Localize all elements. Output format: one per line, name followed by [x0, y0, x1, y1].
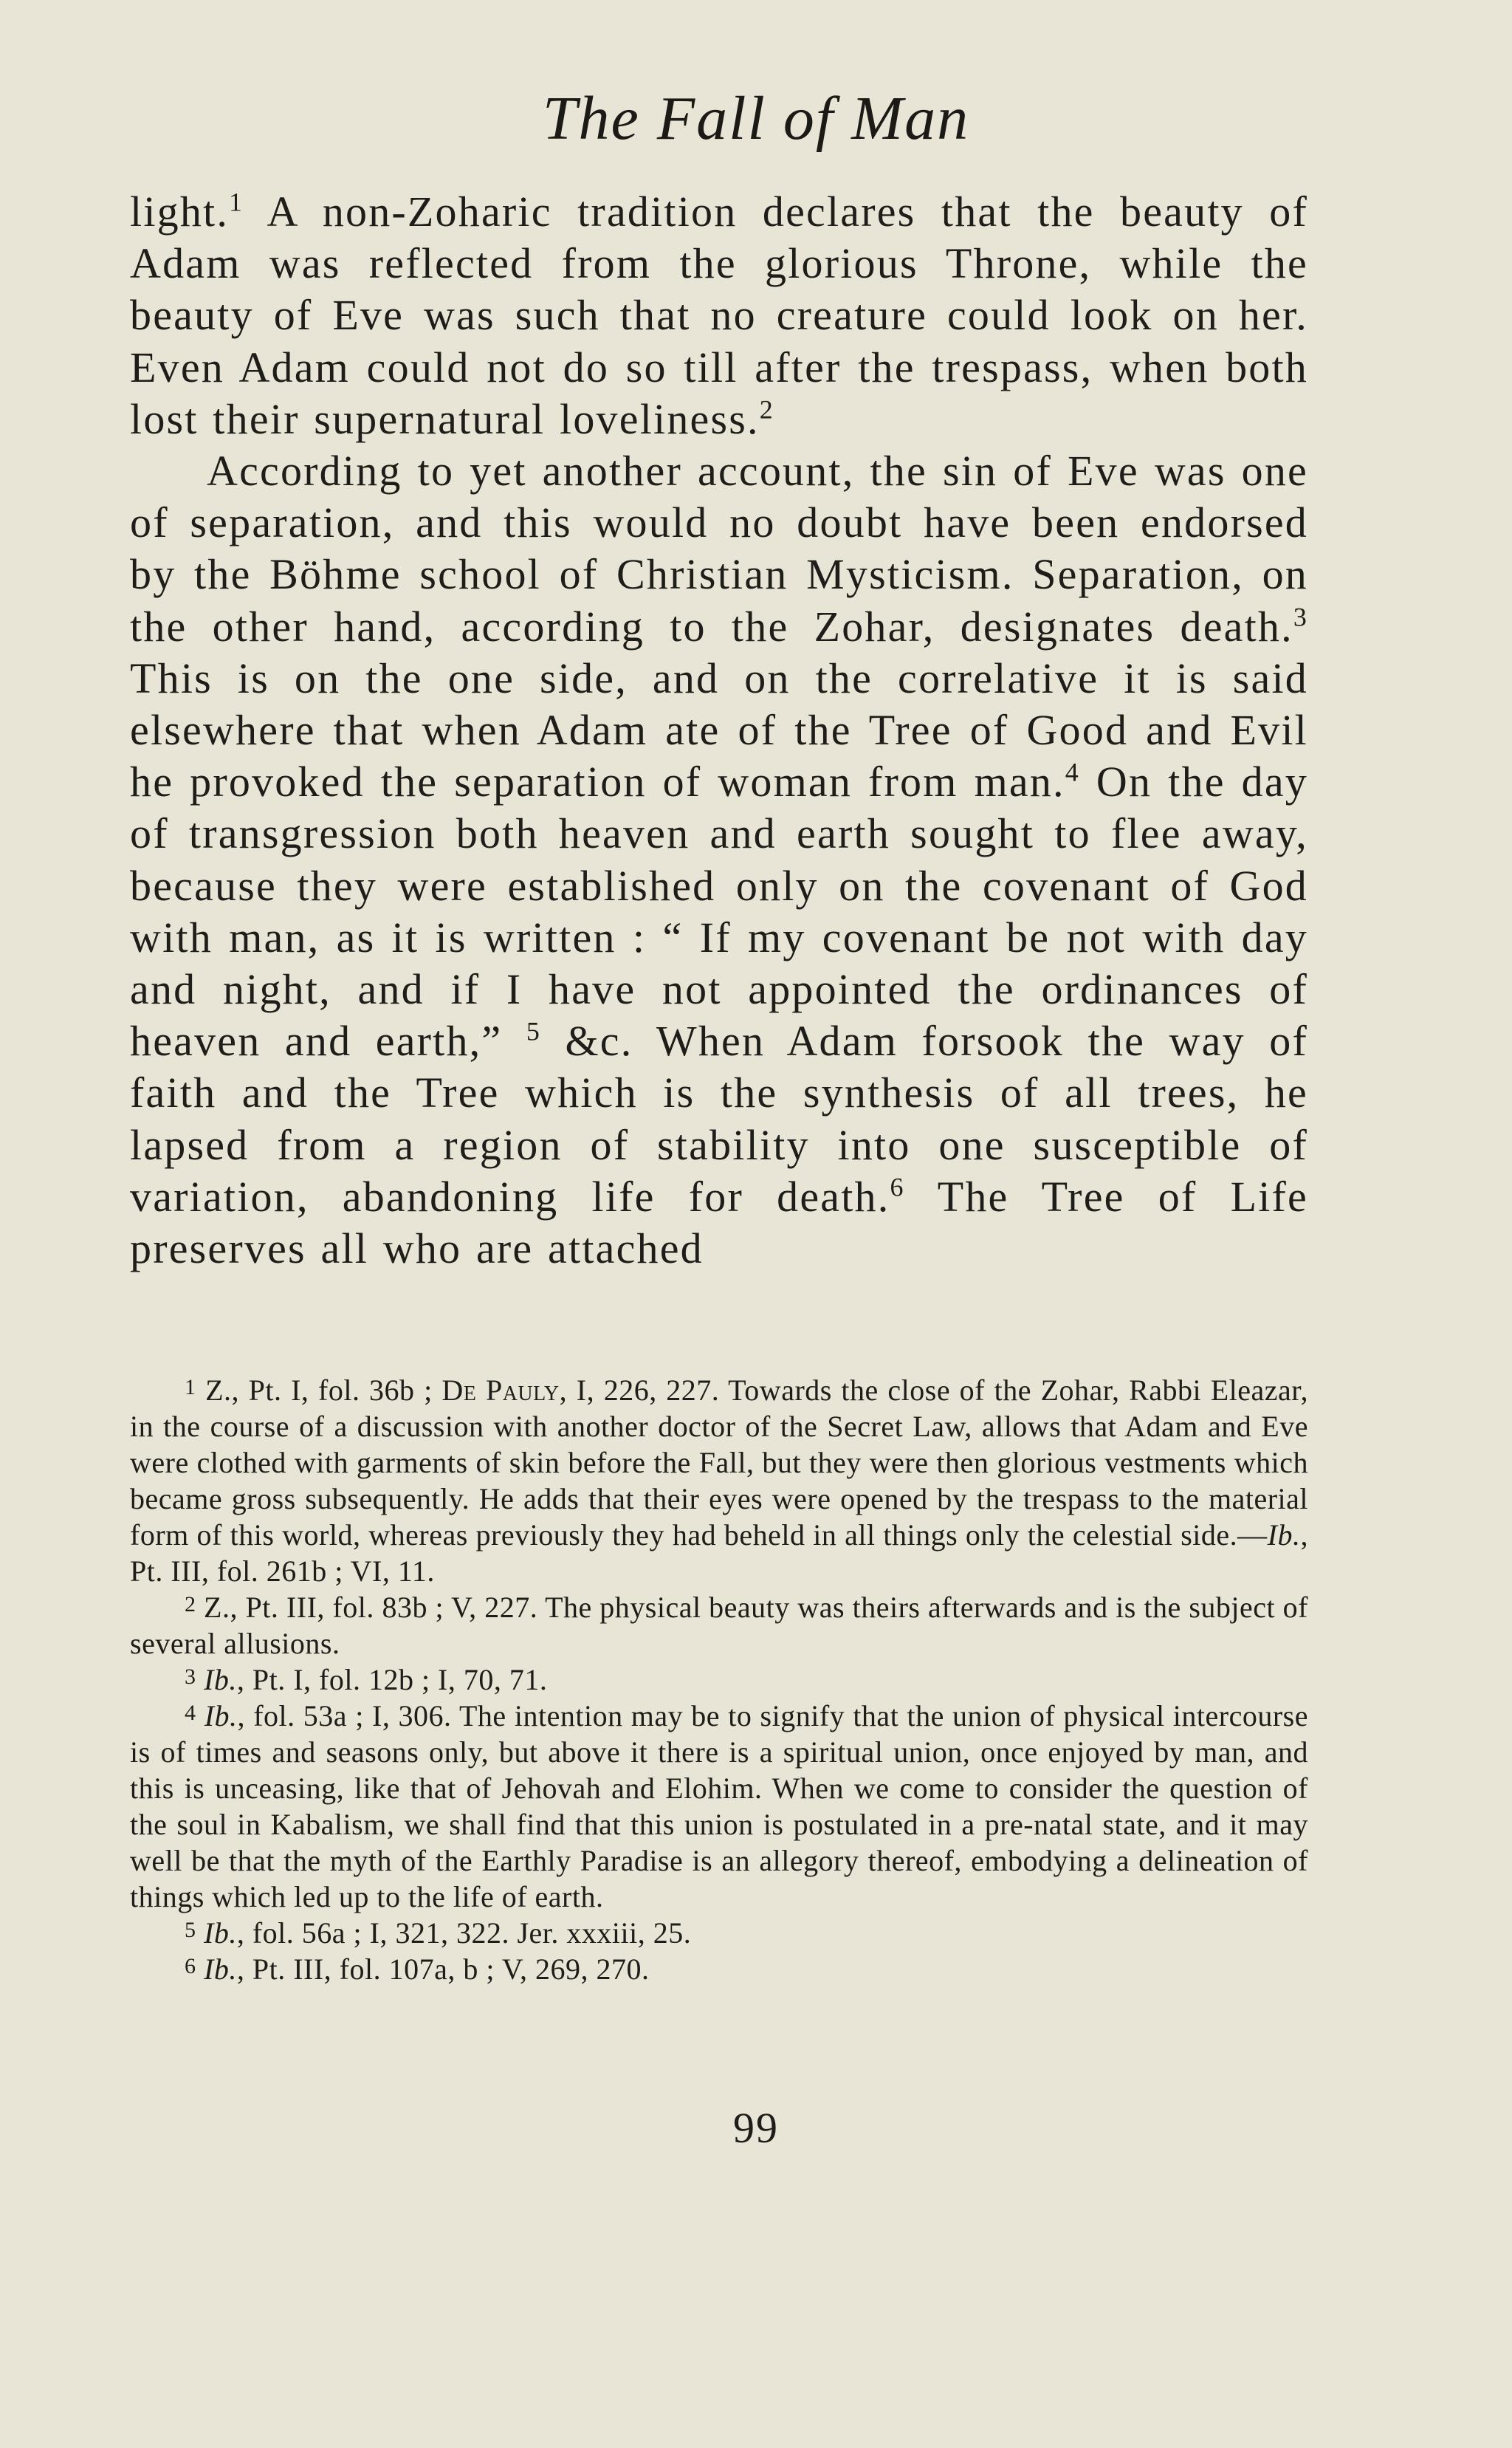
- footnote-ibid: Ib.: [204, 1699, 238, 1732]
- paragraph-1: [130, 186, 1308, 445]
- footnote-number: 6: [185, 1954, 196, 1978]
- footnote-ibid: Ib.: [1267, 1518, 1301, 1552]
- text-run: light.: [130, 188, 230, 236]
- footnote-number: 1: [185, 1375, 196, 1399]
- footnote-4: [130, 1698, 1308, 1915]
- footnote-text: , Pt. III, fol. 261b ; VI, 11.: [130, 1518, 1308, 1588]
- running-head: The Fall of Man: [542, 84, 970, 153]
- text-run: &c. When Adam forsook the way of faith and the Tree which is the synthesis of all trees, he lapsed from a region of stability into one susceptible of variation, abandoning life for death.: [130, 1017, 1308, 1221]
- text-run: On the day of transgression both heaven and earth sought to flee away, because they were established only on the covenant of God with man, as it is written : “ If my covenant be not with day and night, and if I have not appointed the ordinances of heaven and earth,”: [130, 758, 1308, 1066]
- footnote-number: 4: [185, 1701, 196, 1725]
- text-run: A non-Zoharic tradition declares that the beauty of Adam was reflected from the glorious Throne, while the beauty of Eve was such that no creature could look on her. Even Adam could not do so till after the trespass, when both lost their supernatural loveliness.: [130, 188, 1308, 443]
- footnote-2: [130, 1589, 1308, 1662]
- footnote-text: , fol. 56a ; I, 321, 322. Jer. xxxiii, 25.: [236, 1916, 692, 1950]
- text-run: The Tree of Life preserves all who are attached: [130, 1172, 1308, 1273]
- footnote-ref: 4: [1065, 757, 1080, 787]
- footnote-ref: 3: [1293, 602, 1308, 632]
- footnotes: [130, 1372, 1308, 1987]
- text-run: According to yet another account, the sin of Eve was one of separation, and this would no doubt have been endorsed by the Böhme school of Christian Mysticism. Separation, on the other hand, according to the Zohar, designates death.: [130, 447, 1308, 651]
- footnote-ref: 5: [526, 1016, 541, 1046]
- footnote-number: 3: [185, 1664, 196, 1689]
- footnote-text: , Pt. III, fol. 107a, b ; V, 269, 270.: [236, 1952, 650, 1986]
- footnote-text: , Pt. I, fol. 12b ; I, 70, 71.: [236, 1663, 548, 1696]
- footnote-ibid: Ib.: [204, 1663, 237, 1696]
- footnote-ref: 1: [229, 187, 244, 217]
- footnote-text: , fol. 53a ; I, 306. The intention may be to signify that the union of physical intercourse is of times and seasons only, but above it there is a spiritual union, once enjoyed by man, and this is unceasing, like that of Jehovah and Elohim. When we come to consider the question of the soul in Kabalism, we shall find that this union is postulated in a pre-natal state, and it may well be that the myth of the Earthly Paradise is an allegory thereof, embodying a delineation of things which led up to the life of earth.: [130, 1699, 1309, 1913]
- footnote-text: , I, 226, 227. Towards the close of the Zohar, Rabbi Eleazar, in the course of a discussion with another doctor of the Secret Law, allows that Adam and Eve were clothed with garments of skin before the Fall, but they were then glorious vestments which became gross subsequently. He adds that their eyes were opened by the trespass to the material form of this world, whereas previously they had beheld in all things only the celestial side.—: [130, 1374, 1308, 1552]
- footnote-3: [130, 1662, 1308, 1698]
- footnote-text: Z., Pt. I, fol. 36b ;: [196, 1374, 442, 1407]
- footnote-text: Z., Pt. III, fol. 83b ; V, 227. The physical beauty was theirs afterwards and is the subject of several allusions.: [130, 1591, 1308, 1660]
- footnote-ibid: Ib.: [204, 1916, 237, 1950]
- paragraph-2: [130, 445, 1308, 1275]
- footnote-number: 5: [185, 1918, 196, 1942]
- footnote-6: [130, 1951, 1308, 1987]
- footnote-1: [130, 1372, 1308, 1589]
- footnote-author: De Pauly: [441, 1374, 560, 1407]
- text-run: This is on the one side, and on the correlative it is said elsewhere that when Adam ate of the Tree of Good and Evil he provoked the separation of woman from man.: [130, 654, 1308, 806]
- footnote-ref: 2: [759, 394, 774, 425]
- footnote-number: 2: [185, 1592, 196, 1616]
- body-text: [130, 186, 1308, 1275]
- page-number: 99: [733, 2104, 779, 2152]
- footnote-5: [130, 1915, 1308, 1951]
- footnote-ibid: Ib.: [204, 1952, 237, 1986]
- footnote-ref: 6: [890, 1172, 905, 1202]
